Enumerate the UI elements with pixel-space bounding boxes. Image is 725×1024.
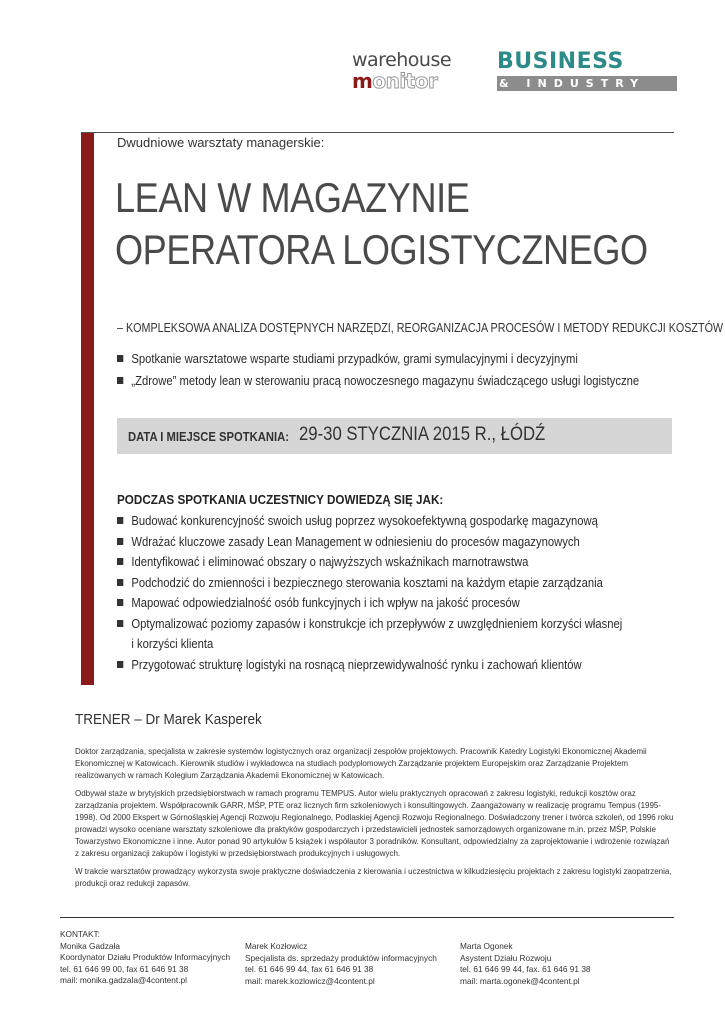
logo-warehouse-text: warehouse: [352, 49, 452, 71]
trainer-heading: TRENER – Dr Marek Kasperek: [75, 711, 262, 728]
contact-email[interactable]: mail: marta.ogonek@4content.pl: [460, 975, 580, 986]
square-bullet-icon: [117, 558, 123, 565]
contact-email[interactable]: mail: monika.gadzala@4content.pl: [60, 975, 187, 985]
contact-name: Monika Gadzała: [60, 940, 120, 951]
contact-role: Asystent Działu Rozwoju: [460, 952, 552, 963]
list-item: Wdrażać kluczowe zasady Lean Management w odniesieniu do procesów magazynowych: [117, 532, 621, 553]
learn-list: [117, 511, 677, 675]
date-value: 29-30 STYCZNIA 2015 R., ŁÓDŹ: [299, 424, 546, 445]
logo-monitor-text: [352, 70, 462, 92]
square-bullet-icon: [117, 355, 123, 362]
date-location-box: [117, 418, 672, 454]
square-bullet-icon: [117, 599, 123, 606]
contact-name: Marek Kozłowicz: [245, 941, 308, 951]
learn-heading: PODCZAS SPOTKANIA UCZESTNICY DOWIEDZĄ SIĘ JAK:: [117, 492, 444, 507]
square-bullet-icon: [117, 517, 123, 524]
event-subtitle: Dwudniowe warsztaty managerskie:: [117, 135, 325, 150]
title-line-1: LEAN W MAGAZYNIE: [115, 174, 470, 221]
logo-business-text: BUSINESS: [497, 49, 624, 74]
list-item: Mapować odpowiedzialność osób funkcyjnych i ich wpływ na jakość procesów: [117, 593, 621, 614]
contact-header: KONTAKT:: [60, 929, 100, 939]
square-bullet-icon: [117, 579, 123, 586]
bio-paragraph: Odbywał staże w brytyjskich przedsiębiorstwach w ramach programu TEMPUS. Autor wielu praktycznych opracowań z zakresu logistyki, redukcji kosztów oraz zarządzania projektem. Współpracownik GARR, MŚP, PTE oraz licznych firm szkoleniowych i konsultingowych. Zaangażowany w realizację programu Tempus (1995-1998). Od 2000 Ekspert w Górnośląskiej Agencji Rozwoju Regionalnego, Podlaskiej Agencji Rozwoju Regionalnego. Doświadczony trener i twórca szkoleń, od 1996 roku prowadzi wysoko oceniane warsztaty szkoleniowe dla praktyków gospodarczych i przedstawicieli jednostek samorządowych organizowane m.in. przez MŚP, Polskie Towarzystwo Ekonomiczne i inne. Autor ponad 90 artykułów 5 książek i współautor 3 poradników. Konsultant, odpowiedzialny za zaprojektowanie i wdrożenie rozwiązań z zakresu organizacji zakupów i logistyki w przedsiębiorstwach produkcyjnych i usługowych.: [75, 788, 674, 858]
contact-phone: tel. 61 646 99 44, fax. 61 646 91 38: [460, 964, 591, 974]
contact-name: Marta Ogonek: [460, 941, 513, 951]
square-bullet-icon: [117, 661, 123, 668]
contact-role: Specjalista ds. sprzedaży produktów informacyjnych: [245, 952, 437, 963]
list-item: Budować konkurencyjność swoich usług poprzez wysokoefektywną gospodarkę magazynową: [117, 511, 621, 532]
square-bullet-icon: [117, 538, 123, 545]
contact-phone: tel. 61 646 99 00, fax 61 646 91 38: [60, 963, 189, 974]
contact-block-1: [60, 929, 230, 987]
bio-paragraph: Doktor zarządzania, specjalista w zakresie systemów logistycznych oraz organizacji zespołów projektowych. Pracownik Katedry Logistyki Ekonomicznej Akademii Ekonomicznej w Katowicach. Kierownik studiów i wykładowca na studiach podyplomowych Zarządzanie projektem Europejskim oraz Zarządzanie Projektem realizowanych w ramach Kolegium Zarządzania Akademii Ekonomicznej w Katowicach.: [75, 746, 647, 780]
logo-monitor-m: m: [352, 69, 373, 93]
contact-phone: tel. 61 646 99 44, fax 61 646 91 38: [245, 964, 374, 974]
warehouse-monitor-logo: [352, 50, 462, 94]
list-item: Podchodzić do zmienności i bezpiecznego sterowania kosztami na każdym etapie zarządzania: [117, 573, 621, 594]
business-industry-logo: [497, 50, 677, 94]
footer-divider: [60, 917, 674, 918]
square-bullet-icon: [117, 377, 123, 384]
intro-bullet-list: [117, 348, 677, 392]
logo-monitor-rest: onitor: [372, 69, 438, 93]
contact-role: Koordynator Działu Produktów Informacyjnych: [60, 952, 231, 962]
list-item-continuation: i korzyści klienta: [131, 637, 214, 651]
square-bullet-icon: [117, 620, 123, 627]
logo-industry-text: & INDUSTRY: [497, 76, 677, 91]
list-item: Spotkanie warsztatowe wsparte studiami przypadków, grami symulacyjnymi i decyzyjnymi: [117, 348, 621, 370]
list-item: Identyfikować i eliminować obszary o najwyższych wskaźnikach marnotrawstwa: [117, 552, 621, 573]
list-item: „Zdrowe” metody lean w sterowaniu pracą nowoczesnego magazynu świadczącego usługi logistyczne: [117, 370, 621, 392]
date-label: DATA I MIEJSCE SPOTKANIA:: [128, 430, 290, 444]
accent-bar: [81, 132, 94, 685]
contact-block-3: [460, 941, 591, 987]
contact-block-2: [245, 941, 437, 987]
tagline: – KOMPLEKSOWA ANALIZA DOSTĘPNYCH NARZĘDZI, REORGANIZACJA PROCESÓW I METODY REDUKCJI KOSZTÓW: [117, 321, 724, 335]
contact-email[interactable]: mail: marek.kozlowicz@4content.pl: [245, 975, 375, 986]
list-item: Optymalizować poziomy zapasów i konstrukcje ich przepływów z uwzględnieniem korzyści własnej: [117, 614, 621, 635]
title-line-2: OPERATORA LOGISTYCZNEGO: [115, 226, 648, 273]
list-item: Przygotować strukturę logistyki na rosnącą nieprzewidywalność rynku i zachowań klientów: [117, 655, 621, 676]
page-title: [115, 172, 648, 276]
trainer-bio: [75, 745, 675, 895]
header-divider: [81, 132, 674, 133]
bio-paragraph: W trakcie warsztatów prowadzący wykorzysta swoje praktyczne doświadczenia z kierowania i uczestnictwa w kilkudziesięciu projektach z zakresu logistyki zaopatrzenia, produkcji oraz redukcji zapasów.: [75, 866, 672, 888]
